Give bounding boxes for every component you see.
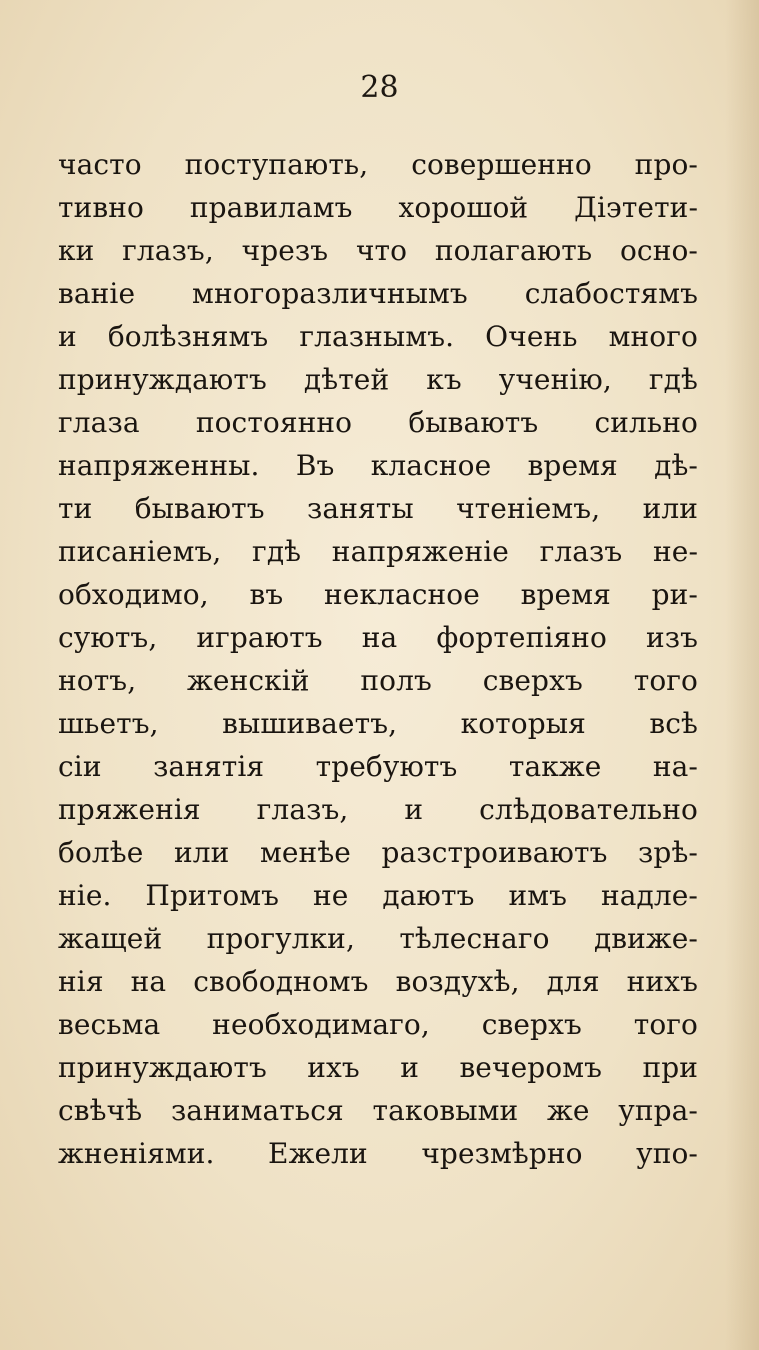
text-line: часто поступають, совершенно про- <box>58 148 698 181</box>
text-line: глаза постоянно бываютъ сильно <box>58 406 698 439</box>
text-line: болѣе или менѣе разстроиваютъ зрѣ- <box>58 836 698 869</box>
text-line: суютъ, играютъ на фортепіяно изъ <box>58 621 698 654</box>
page-number: 28 <box>360 70 399 105</box>
text-line: жащей прогулки, тѣлеснаго движе- <box>58 922 698 955</box>
text-line: шьетъ, вышиваетъ, которыя всѣ <box>58 707 698 740</box>
text-line: свѣчѣ заниматься таковыми же упра- <box>58 1094 698 1127</box>
text-line: напряженны. Въ класное время дѣ- <box>58 449 698 482</box>
text-line: обходимо, въ некласное время ри- <box>58 578 698 611</box>
text-line: жненіями. Ежели чрезмѣрно упо- <box>58 1137 698 1170</box>
text-line: тивно правиламъ хорошой Діэтети- <box>58 191 698 224</box>
text-line: сіи занятія требуютъ также на- <box>58 750 698 783</box>
text-line: весьма необходимаго, сверхъ того <box>58 1008 698 1041</box>
text-line: пряженія глазъ, и слѣдовательно <box>58 793 698 826</box>
text-line: принуждаютъ ихъ и вечеромъ при <box>58 1051 698 1084</box>
text-line: ніе. Притомъ не даютъ имъ надле- <box>58 879 698 912</box>
text-line: писаніемъ, гдѣ напряженіе глазъ не- <box>58 535 698 568</box>
text-line: ти бываютъ заняты чтеніемъ, или <box>58 492 698 525</box>
text-line: нотъ, женскій полъ сверхъ того <box>58 664 698 697</box>
body-text <box>58 143 698 1175</box>
text-line: ваніе многоразличнымъ слабостямъ <box>58 277 698 310</box>
text-line: ки глазъ, чрезъ что полагають осно- <box>58 234 698 267</box>
text-line: и болѣзнямъ глазнымъ. Очень много <box>58 320 698 353</box>
text-line: принуждаютъ дѣтей къ ученію, гдѣ <box>58 363 698 396</box>
text-line: нія на свободномъ воздухѣ, для нихъ <box>58 965 698 998</box>
